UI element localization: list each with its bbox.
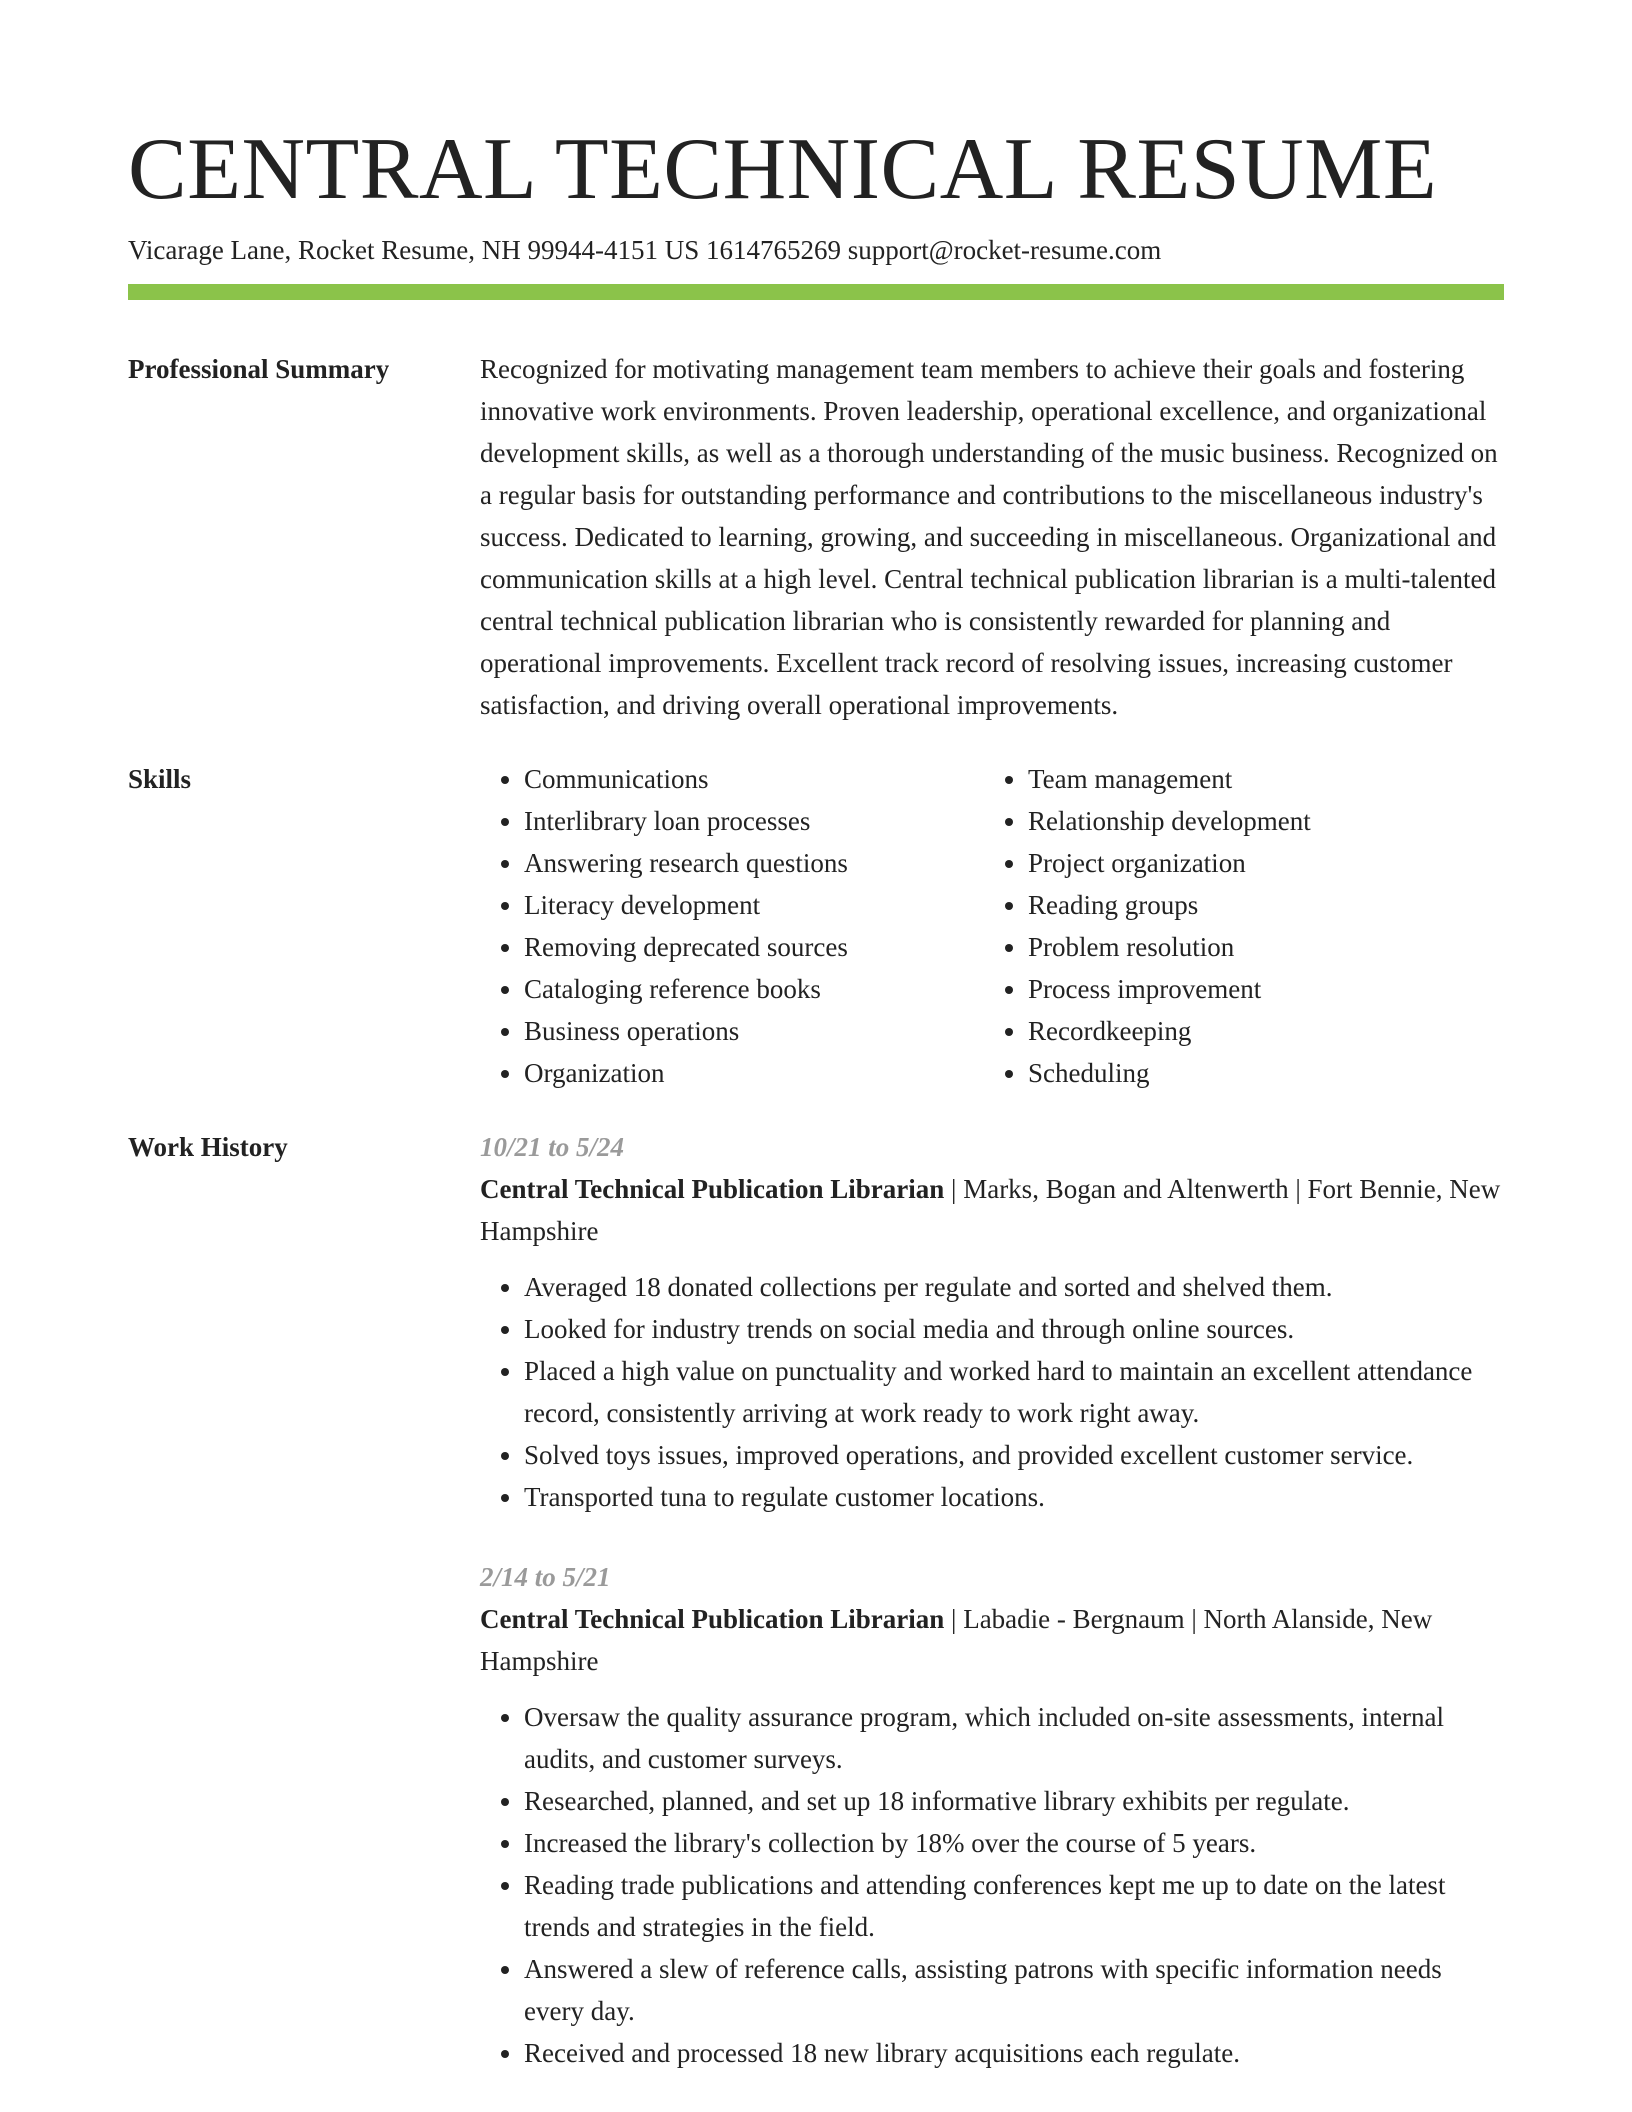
job-dates: 2/14 to 5/21: [480, 1562, 611, 1592]
job-bullet: • Increased the library's collection by 18% over the course of 5 years.: [524, 1822, 1504, 1864]
job-bullet: • Looked for industry trends on social media and through online sources.: [524, 1308, 1504, 1350]
skill-item: • Communications: [524, 758, 984, 800]
accent-divider: [128, 284, 1504, 300]
skill-item: • Cataloging reference books: [524, 968, 984, 1010]
job-bullet: • Placed a high value on punctuality and worked hard to maintain an excellent attendance record, consistently arriving at work ready to work right away.: [524, 1350, 1504, 1434]
job-bullet: • Answered a slew of reference calls, assisting patrons with specific information needs every day.: [524, 1948, 1504, 2032]
job-dates: 10/21 to 5/24: [480, 1132, 625, 1162]
skill-item: • Recordkeeping: [1028, 1010, 1504, 1052]
skill-item: • Removing deprecated sources: [524, 926, 984, 968]
professional-summary-section: [128, 348, 1504, 726]
skill-item: • Reading groups: [1028, 884, 1504, 926]
job-entry: [480, 1556, 1504, 2074]
job-company-location: | Marks, Bogan and Altenwerth | Fort Bennie, New Hampshire: [480, 1174, 1501, 1246]
skill-item: • Organization: [524, 1052, 984, 1094]
contact-line: Vicarage Lane, Rocket Resume, NH 99944-4151 US 1614765269 support@rocket-resume.com: [128, 235, 1162, 265]
job-heading: [480, 1168, 1504, 1252]
skills-section: [128, 758, 1504, 1094]
skill-item: • Scheduling: [1028, 1052, 1504, 1094]
job-bullet: • Transported tuna to regulate customer locations.: [524, 1476, 1504, 1518]
skill-item: • Team management: [1028, 758, 1504, 800]
work-history-section: [128, 1126, 1504, 2074]
resume-title: CENTRAL TECHNICAL RESUME: [128, 121, 1438, 218]
job-bullet: • Averaged 18 donated collections per regulate and sorted and shelved them.: [524, 1266, 1504, 1308]
job-company-location: | Labadie - Bergnaum | North Alanside, New Hampshire: [480, 1604, 1433, 1676]
skill-item: • Answering research questions: [524, 842, 984, 884]
job-bullet: • Solved toys issues, improved operations, and provided excellent customer service.: [524, 1434, 1504, 1476]
job-bullet: • Received and processed 18 new library acquisitions each regulate.: [524, 2032, 1504, 2074]
skill-item: • Problem resolution: [1028, 926, 1504, 968]
skills-list-left: [480, 758, 984, 1094]
job-bullet: • Reading trade publications and attending conferences kept me up to date on the latest trends and strategies in the field.: [524, 1864, 1504, 1948]
section-title-work-history: Work History: [128, 1132, 288, 1162]
job-bullets: [480, 1696, 1504, 2074]
skill-item: • Business operations: [524, 1010, 984, 1052]
job-role: Central Technical Publication Librarian: [480, 1174, 945, 1204]
job-entry: [480, 1126, 1504, 1518]
job-bullet: • Researched, planned, and set up 18 informative library exhibits per regulate.: [524, 1780, 1504, 1822]
job-role: Central Technical Publication Librarian: [480, 1604, 945, 1634]
skills-list-right: [984, 758, 1504, 1094]
section-title-skills: Skills: [128, 764, 192, 794]
skill-item: • Literacy development: [524, 884, 984, 926]
resume-page: [128, 120, 1504, 2074]
job-bullet: • Oversaw the quality assurance program, which included on-site assessments, internal audits, and customer surveys.: [524, 1696, 1504, 1780]
section-title-summary: Professional Summary: [128, 354, 390, 384]
skill-item: • Relationship development: [1028, 800, 1504, 842]
skill-item: • Process improvement: [1028, 968, 1504, 1010]
job-heading: [480, 1598, 1504, 1682]
skill-item: • Interlibrary loan processes: [524, 800, 984, 842]
job-bullets: [480, 1266, 1504, 1518]
summary-text: Recognized for motivating management team members to achieve their goals and fostering innovative work environments. Proven leadership, operational excellence, and organizational development skills, as well as a thorough understanding of the music business. Recognized on a regular basis for outstanding performance and contributions to the miscellaneous industry's success. Dedicated to learning, growing, and succeeding in miscellaneous. Organizational and communication skills at a high level. Central technical publication librarian is a multi-talented central technical publication librarian who is consistently rewarded for planning and operational improvements. Excellent track record of resolving issues, increasing customer satisfaction, and driving overall operational improvements.: [480, 354, 1498, 720]
skill-item: • Project organization: [1028, 842, 1504, 884]
